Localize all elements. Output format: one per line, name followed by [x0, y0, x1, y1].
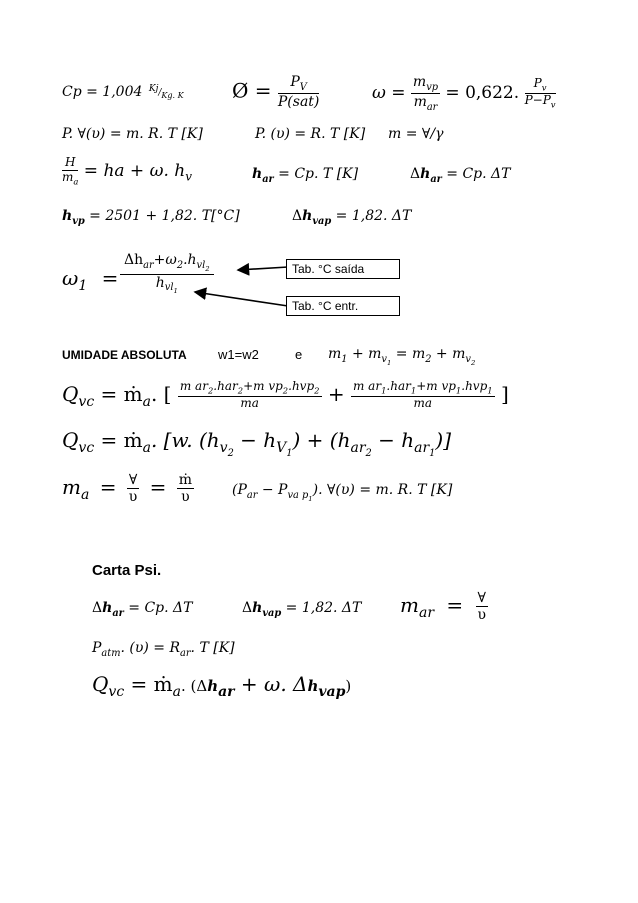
qvc-fraction-state1: $\frac{m ar_1.har_1+m vp_1.hvp_1}{ma}$: [352, 379, 493, 411]
delta-h-vap-equation: $\Delta h_{vap} = 1,82$. ΔT: [292, 208, 412, 227]
cp-unit: $^{Kj}/_{Kg. K}$: [148, 84, 184, 100]
annotation-entry-temp: Tab. °C entr.: [286, 296, 400, 316]
qvc-fraction-state2: $\frac{m ar_2.har_2+m vp_2.hvp_2}{ma}$: [179, 379, 320, 411]
mass-volume-equation: m = ∀/γ: [388, 126, 444, 142]
annotation-exit-temp: Tab. °C saída: [286, 259, 400, 279]
omega-equation: ω = $\frac{m_{vp}}{m_{ar}}$ = 0,622. $\frac{P_v}{P-P_v}$: [372, 74, 556, 113]
w-equality: w1=w2: [218, 347, 259, 362]
specific-gas-equation: P. (υ) = R. T [K]: [255, 126, 366, 142]
mass-balance-equation: $m_1 + m_{v_1} = m_2 + m_{v_2}$: [328, 346, 476, 367]
umidade-absoluta-label: UMIDADE ABSOLUTA: [62, 348, 187, 362]
massflow-fraction: $\frac{\text{ṁ}}{\upsilon}$: [178, 472, 193, 506]
arrow-to-entry-enthalpy: [195, 292, 288, 306]
pressure-fraction: $\frac{P_v}{P-P_v}$: [524, 76, 556, 110]
enthalpy-equation: $\frac{H}{m_a}$ = ha + ω. $h_v$: [62, 155, 192, 187]
enthalpy-fraction: $\frac{H}{m_a}$: [62, 155, 79, 187]
and-connector: e: [295, 347, 303, 362]
qvc-full-equation: $Q_{vc}$ = ṁ$_a$. [ $\frac{m ar_2.har_2+m vp_2.hvp_2}{ma}$ + $\frac{m ar_1.har_1+m vp_1.hvp_1}{ma}$ ]: [62, 379, 509, 411]
cp-equation: Cp = 1,004 $^{Kj}/_{Kg. K}$: [62, 84, 184, 100]
partial-pressure-equation: $(P_{ar} - P_{va p_1})$. ∀(υ) = m. R. T [K]: [232, 482, 453, 503]
delta-h-ar-equation: $\Delta h_{ar} = Cp$. ΔT: [410, 166, 511, 185]
carta-delta-h-ar: $\Delta h_{ar} = Cp$. ΔT: [92, 600, 193, 619]
carta-qvc-equation: $Q_{vc}$ = ṁ$_a$. ($\Delta h_{ar} + \omega$. $\Delta h_{vap}$): [92, 672, 352, 700]
omega-fraction: $\frac{m_{vp}}{m_{ar}}$: [412, 74, 439, 113]
h-ar-equation: $h_{ar} = Cp$. T [K]: [252, 166, 359, 185]
h-vp-equation: $h_{vp} = 2501 + 1,82$. T[°C]: [62, 208, 240, 227]
phi-fraction: $\frac{P_V}{\text{P(sat)}}$: [277, 74, 320, 111]
ideal-gas-equation: P. ∀(υ) = m. R. T [K]: [62, 126, 203, 142]
qvc-simplified-equation: $Q_{vc}$ = ṁ$_a$. [w. $(h_{v_2} - h_{V_1}) + (h_{ar_2} - h_{ar_1})$]: [62, 428, 452, 459]
omega1-fraction: $\Delta h_{ar}+\omega_2.h_{vl_2}$ $h_{vl_1}$: [120, 252, 214, 296]
carta-m-ar-fraction: $\frac{\forall}{\upsilon}$: [477, 590, 486, 624]
carta-delta-h-vap: $\Delta h_{vap} = 1,82$. ΔT: [242, 600, 362, 619]
arrow-to-exit-enthalpy: [238, 267, 288, 270]
carta-m-ar: $m_{ar}$ = $\frac{\forall}{\upsilon}$: [400, 590, 486, 624]
volume-fraction: $\frac{\forall}{\upsilon}$: [128, 472, 138, 506]
phi-equation: Ø = $\frac{P_V}{\text{P(sat)}}$: [232, 74, 320, 111]
carta-patm-equation: $P_{atm}$. $(\upsilon) = R_{ar}$. T [K]: [92, 640, 235, 659]
omega1-equation: $\omega_1$ =: [62, 266, 119, 294]
carta-psi-title: Carta Psi.: [92, 562, 162, 579]
ma-equation: $m_a$ = $\frac{\forall}{\upsilon}$ = $\frac{\text{ṁ}}{\upsilon}$: [62, 472, 193, 506]
